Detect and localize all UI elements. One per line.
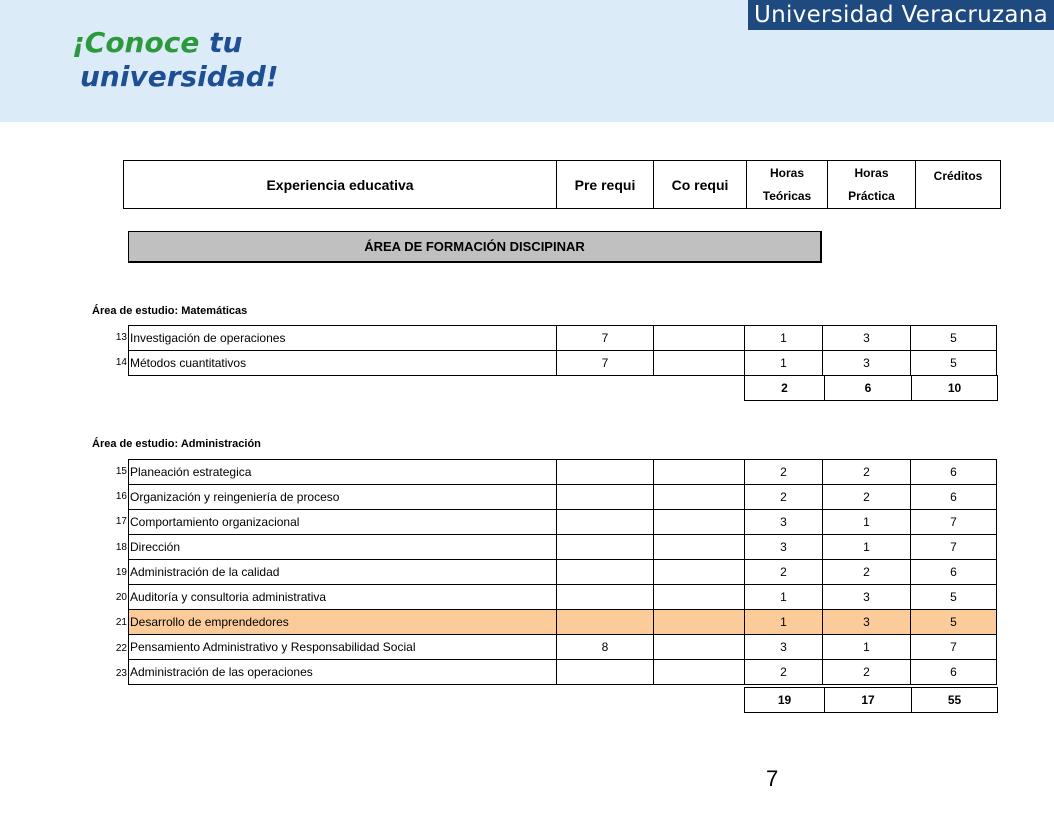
coreq-cell: [654, 560, 745, 585]
creditos-cell: 5: [911, 610, 997, 635]
header-horas-teoricas: [747, 161, 828, 209]
prereq-cell: [557, 560, 654, 585]
prereq-cell: 8: [557, 635, 654, 660]
table-matematicas: [128, 325, 997, 376]
row-number: 16: [115, 491, 127, 502]
horas-teoricas-cell: 3: [745, 535, 823, 560]
course-name: Desarrollo de emprendedores: [129, 610, 557, 635]
totals-matematicas: [744, 375, 998, 401]
horas-practica-cell: 3: [823, 585, 911, 610]
table-row: [129, 351, 997, 376]
coreq-cell: [654, 660, 745, 685]
table-administracion: [128, 459, 997, 685]
horas-teoricas-cell: 2: [745, 660, 823, 685]
section-title-administracion: Área de estudio: Administración: [92, 438, 261, 450]
row-number: 17: [115, 516, 127, 527]
horas-teoricas-cell: 2: [745, 485, 823, 510]
row-number: 14: [115, 357, 127, 368]
coreq-cell: [654, 635, 745, 660]
horas-practica-cell: 2: [823, 560, 911, 585]
table-row: [129, 326, 997, 351]
header-horas-teoricas-l1: Horas: [769, 165, 804, 180]
prereq-cell: [557, 660, 654, 685]
header-horas-practica-l2: Práctica: [848, 188, 895, 203]
prereq-cell: [557, 460, 654, 485]
prereq-cell: 7: [557, 351, 654, 376]
row-number: 18: [115, 542, 127, 553]
coreq-cell: [654, 326, 745, 351]
table-row: [129, 510, 997, 535]
coreq-cell: [654, 510, 745, 535]
creditos-cell: 7: [911, 535, 997, 560]
creditos-cell: 5: [911, 585, 997, 610]
creditos-cell: 6: [911, 485, 997, 510]
university-name-bar: Universidad Veracruzana: [748, 0, 1054, 30]
row-number: 23: [115, 668, 127, 679]
course-name: Administración de las operaciones: [129, 660, 557, 685]
course-name: Pensamiento Administrativo y Responsabilidad Social: [129, 635, 557, 660]
prereq-cell: [557, 510, 654, 535]
coreq-cell: [654, 535, 745, 560]
totals-row: [745, 376, 998, 401]
totals-administracion: [744, 687, 998, 713]
coreq-cell: [654, 610, 745, 635]
total-creditos: 55: [912, 688, 998, 713]
column-header-table: [123, 160, 1001, 209]
header-experiencia: Experiencia educativa: [124, 161, 557, 209]
course-name: Auditoría y consultoria administrativa: [129, 585, 557, 610]
course-name: Investigación de operaciones: [129, 326, 557, 351]
creditos-cell: 5: [911, 326, 997, 351]
header-coreq: Co requi: [654, 161, 747, 209]
table-row: [129, 585, 997, 610]
horas-teoricas-cell: 2: [745, 560, 823, 585]
horas-practica-cell: 1: [823, 510, 911, 535]
header-horas-practica: [828, 161, 916, 209]
coreq-cell: [654, 585, 745, 610]
creditos-cell: 7: [911, 635, 997, 660]
total-creditos: 10: [912, 376, 998, 401]
total-horas-teoricas: 19: [745, 688, 825, 713]
horas-practica-cell: 1: [823, 635, 911, 660]
coreq-cell: [654, 485, 745, 510]
creditos-cell: 6: [911, 460, 997, 485]
table-row-highlighted: [129, 610, 997, 635]
coreq-cell: [654, 460, 745, 485]
course-name: Planeación estrategica: [129, 460, 557, 485]
horas-teoricas-cell: 1: [745, 351, 823, 376]
logo-text-line1: [72, 26, 242, 59]
header-creditos: Créditos: [916, 161, 1001, 209]
horas-teoricas-cell: 3: [745, 510, 823, 535]
table-row: [129, 560, 997, 585]
table-row: [129, 660, 997, 685]
prereq-cell: 7: [557, 326, 654, 351]
creditos-cell: 7: [911, 510, 997, 535]
creditos-cell: 6: [911, 660, 997, 685]
header-horas-teoricas-l2: Teóricas: [762, 188, 812, 203]
row-number: 22: [115, 643, 127, 654]
header-banner: [0, 0, 1054, 122]
row-number: 20: [115, 592, 127, 603]
course-name: Métodos cuantitativos: [129, 351, 557, 376]
course-name: Organización y reingeniería de proceso: [129, 485, 557, 510]
section-title-matematicas: Área de estudio: Matemáticas: [92, 305, 248, 317]
creditos-cell: 5: [911, 351, 997, 376]
total-horas-practica: 17: [825, 688, 912, 713]
row-number: 21: [115, 617, 127, 628]
prereq-cell: [557, 485, 654, 510]
creditos-cell: 6: [911, 560, 997, 585]
total-horas-teoricas: 2: [745, 376, 825, 401]
horas-practica-cell: 2: [823, 485, 911, 510]
coreq-cell: [654, 351, 745, 376]
logo-conoce: ¡Conoce: [72, 26, 210, 59]
horas-practica-cell: 3: [823, 351, 911, 376]
row-number: 15: [115, 466, 127, 477]
logo-tu: tu: [209, 26, 243, 59]
logo-text-line2: universidad!: [80, 60, 279, 93]
page-number: 7: [766, 766, 779, 791]
horas-teoricas-cell: 1: [745, 585, 823, 610]
header-horas-practica-l1: Horas: [854, 165, 889, 180]
horas-practica-cell: 3: [823, 610, 911, 635]
prereq-cell: [557, 585, 654, 610]
table-row: [129, 635, 997, 660]
horas-teoricas-cell: 1: [745, 610, 823, 635]
table-row: [129, 535, 997, 560]
course-name: Dirección: [129, 535, 557, 560]
horas-practica-cell: 3: [823, 326, 911, 351]
area-title: ÁREA DE FORMACIÓN DISCIPINAR: [128, 231, 822, 263]
course-name: Comportamiento organizacional: [129, 510, 557, 535]
course-name: Administración de la calidad: [129, 560, 557, 585]
prereq-cell: [557, 610, 654, 635]
table-row: [129, 485, 997, 510]
prereq-cell: [557, 535, 654, 560]
row-number: 19: [115, 567, 127, 578]
table-row: [129, 460, 997, 485]
horas-teoricas-cell: 3: [745, 635, 823, 660]
horas-teoricas-cell: 2: [745, 460, 823, 485]
horas-practica-cell: 2: [823, 460, 911, 485]
row-number: 13: [115, 332, 127, 343]
horas-teoricas-cell: 1: [745, 326, 823, 351]
horas-practica-cell: 1: [823, 535, 911, 560]
horas-practica-cell: 2: [823, 660, 911, 685]
header-prereq: Pre requi: [557, 161, 654, 209]
totals-row: [745, 688, 998, 713]
total-horas-practica: 6: [825, 376, 912, 401]
